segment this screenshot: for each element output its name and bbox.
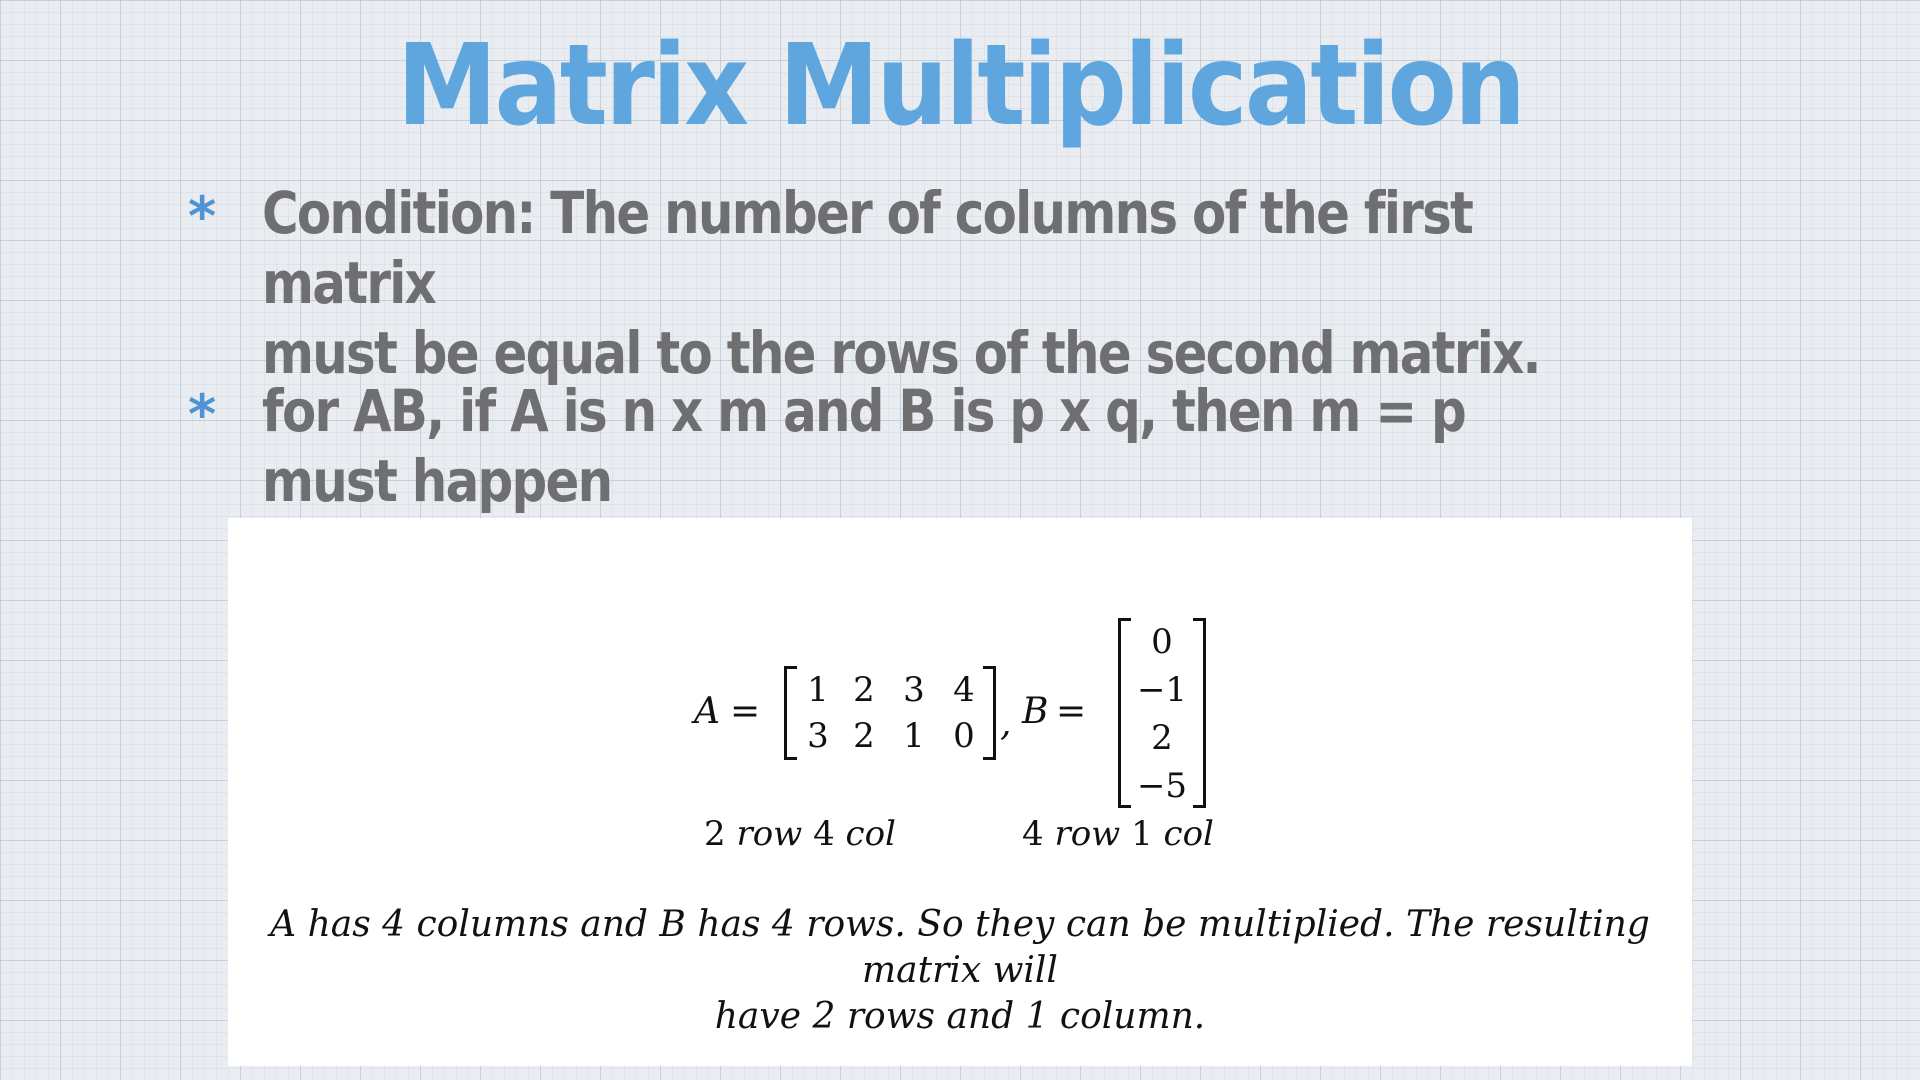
bullet-line: must be equal to the rows of the second matrix.	[262, 319, 1540, 387]
slide-title: Matrix Multiplication	[396, 21, 1524, 151]
matrix-separator-comma: ,	[1000, 703, 1012, 744]
asterisk-bullet-icon: *	[188, 185, 217, 248]
matrix-a-row-count: 2	[704, 814, 726, 854]
example-panel	[228, 518, 1692, 1066]
matrix-a-dimension-label	[704, 814, 896, 854]
matrix-a-cell: 4	[953, 670, 975, 710]
matrix-a-cell: 2	[853, 716, 875, 756]
matrix-b-row-count: 4	[1022, 814, 1044, 854]
bullet-line: Condition: The number of columns of the first matrix	[262, 179, 1473, 317]
matrix-a-right-bracket	[983, 666, 996, 760]
caption-line: have 2 rows and 1 column.	[714, 996, 1206, 1037]
matrix-b-cell: 0	[1151, 622, 1173, 662]
matrix-a-row-word: row	[736, 814, 803, 854]
matrix-a-left-bracket	[784, 666, 797, 760]
matrix-a-equals: =	[730, 691, 761, 732]
bullet-text	[262, 178, 1604, 388]
matrix-b-col-count: 1	[1131, 814, 1153, 854]
matrix-b-name: B	[1022, 691, 1049, 732]
matrix-b-cell: 2	[1151, 718, 1173, 758]
matrix-a-cell: 1	[807, 670, 829, 710]
matrix-a-cell: 3	[903, 670, 925, 710]
asterisk-bullet-icon: *	[188, 383, 217, 446]
matrix-a-cell: 3	[807, 716, 829, 756]
matrix-b-row-word: row	[1054, 814, 1121, 854]
matrix-b-cell: −5	[1136, 766, 1188, 806]
matrix-b	[1118, 618, 1206, 808]
matrix-b-cell: −1	[1136, 670, 1188, 710]
matrix-a-col-count: 4	[813, 814, 835, 854]
matrix-a	[784, 666, 996, 760]
matrix-a-cell: 1	[903, 716, 925, 756]
matrix-b-equals: =	[1056, 691, 1087, 732]
matrix-a-cell: 2	[853, 670, 875, 710]
bullet-line: for AB, if A is n x m and B is p x q, then m = p must happen	[262, 377, 1466, 515]
caption-line: A has 4 columns and B has 4 rows. So they can be multiplied. The resulting matrix will	[270, 904, 1650, 991]
matrix-b-col-word: col	[1163, 814, 1214, 854]
matrix-a-name: A	[694, 691, 720, 732]
matrix-b-dimension-label	[1022, 814, 1214, 854]
example-caption	[228, 902, 1692, 1040]
matrix-a-cell: 0	[953, 716, 975, 756]
matrix-a-col-word: col	[845, 814, 896, 854]
